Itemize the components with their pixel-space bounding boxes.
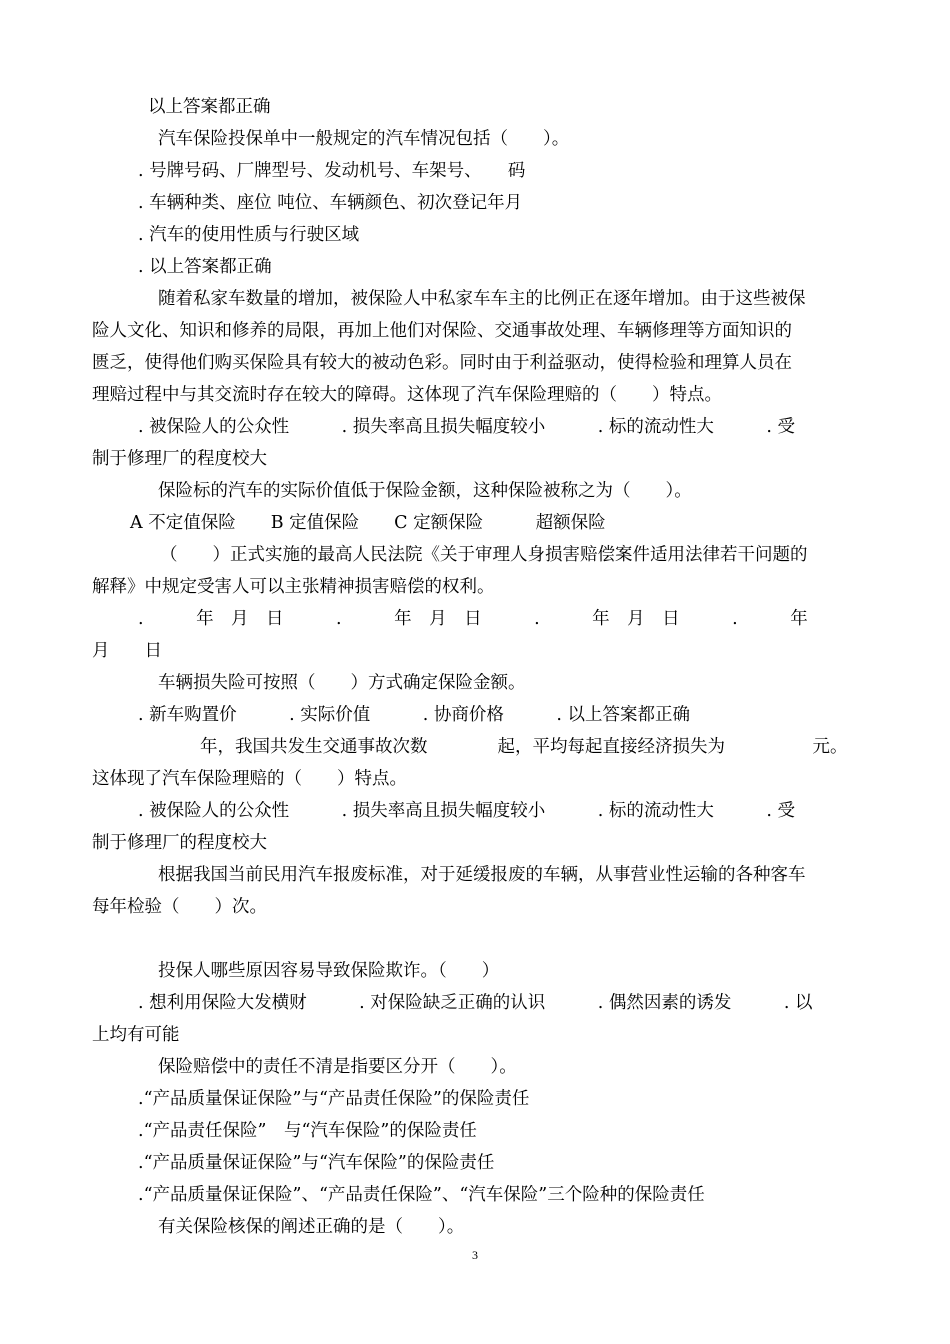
option-line: . 车辆种类、座位 吨位、车辆颜色、初次登记年月 — [138, 193, 523, 213]
question-3-line: 匮乏，使得他们购买保险具有较大的被动色彩。同时由于利益驱动，使得检验和理算人员在 — [92, 353, 792, 373]
question-8-line: 每年检验（ ）次。 — [92, 897, 267, 917]
question-3-line: 险人文化、知识和修养的局限，再加上他们对保险、交通事故处理、车辆修理等方面知识的 — [92, 321, 792, 341]
option-line: 月 日 — [92, 641, 162, 661]
option-line: 上均有可能 — [92, 1025, 180, 1045]
option-line: . 被保险人的公众性 . 损失率高且损失幅度较小 . 标的流动性大 . 受 — [138, 417, 795, 437]
page-number: 3 — [472, 1248, 478, 1262]
option-line: . 想利用保险大发横财 . 对保险缺乏正确的认识 . 偶然因素的诱发 . 以 — [138, 993, 813, 1013]
question-10: 保险赔偿中的责任不清是指要区分开（ ）。 — [158, 1057, 517, 1077]
question-3-line: 理赔过程中与其交流时存在较大的障碍。这体现了汽车保险理赔的（ ）特点。 — [92, 385, 722, 405]
option-line: .“产品质量保证保险”与“汽车保险”的保险责任 — [138, 1153, 495, 1173]
question-7-line: 这体现了汽车保险理赔的（ ）特点。 — [92, 769, 407, 789]
option-line: .“产品质量保证保险”、“产品责任保险”、“汽车保险”三个险种的保险责任 — [138, 1185, 705, 1205]
option-line: . 被保险人的公众性 . 损失率高且损失幅度较小 . 标的流动性大 . 受 — [138, 801, 795, 821]
option-line: 制于修理厂的程度校大 — [92, 449, 267, 469]
question-3-line: 随着私家车数量的增加，被保险人中私家车车主的比例正在逐年增加。由于这些被保 — [158, 289, 806, 309]
question-8-line: 根据我国当前民用汽车报废标准，对于延缓报废的车辆，从事营业性运输的各种客车 — [158, 865, 806, 885]
question-2: 汽车保险投保单中一般规定的汽车情况包括（ ）。 — [158, 129, 570, 149]
question-4: 保险标的汽车的实际价值低于保险金额，这种保险被称之为（ ）。 — [158, 481, 692, 501]
question-9: 投保人哪些原因容易导致保险欺诈。（ ） — [158, 961, 500, 981]
question-11: 有关保险核保的阐述正确的是（ ）。 — [158, 1217, 465, 1237]
option-line: . 新车购置价 . 实际价值 . 协商价格 . 以上答案都正确 — [138, 705, 690, 725]
option-line: .“产品责任保险” 与“汽车保险”的保险责任 — [138, 1121, 477, 1141]
option-line: .“产品质量保证保险”与“产品责任保险”的保险责任 — [138, 1089, 530, 1109]
option-line: 制于修理厂的程度校大 — [92, 833, 267, 853]
option-line: A 不定值保险 B 定值保险 C 定额保险 超额保险 — [130, 513, 606, 533]
option-line: . 以上答案都正确 — [138, 257, 272, 277]
question-5-line: （ ）正式实施的最高人民法院《关于审理人身损害赔偿案件适用法律若干问题的 — [160, 545, 808, 565]
question-6: 车辆损失险可按照（ ）方式确定保险金额。 — [158, 673, 526, 693]
option-line: . 号牌号码、厂牌型号、发动机号、车架号、 码 — [138, 161, 526, 181]
option-line: . 年 月 日 . 年 月 日 . 年 月 日 . 年 — [138, 609, 808, 629]
text-line-1: 以上答案都正确 — [148, 97, 271, 117]
option-line: . 汽车的使用性质与行驶区域 — [138, 225, 360, 245]
question-7-line: 年，我国共发生交通事故次数 起，平均每起直接经济损失为 元。 — [200, 737, 848, 757]
question-5-line: 解释》中规定受害人可以主张精神损害赔偿的权利。 — [92, 577, 495, 597]
